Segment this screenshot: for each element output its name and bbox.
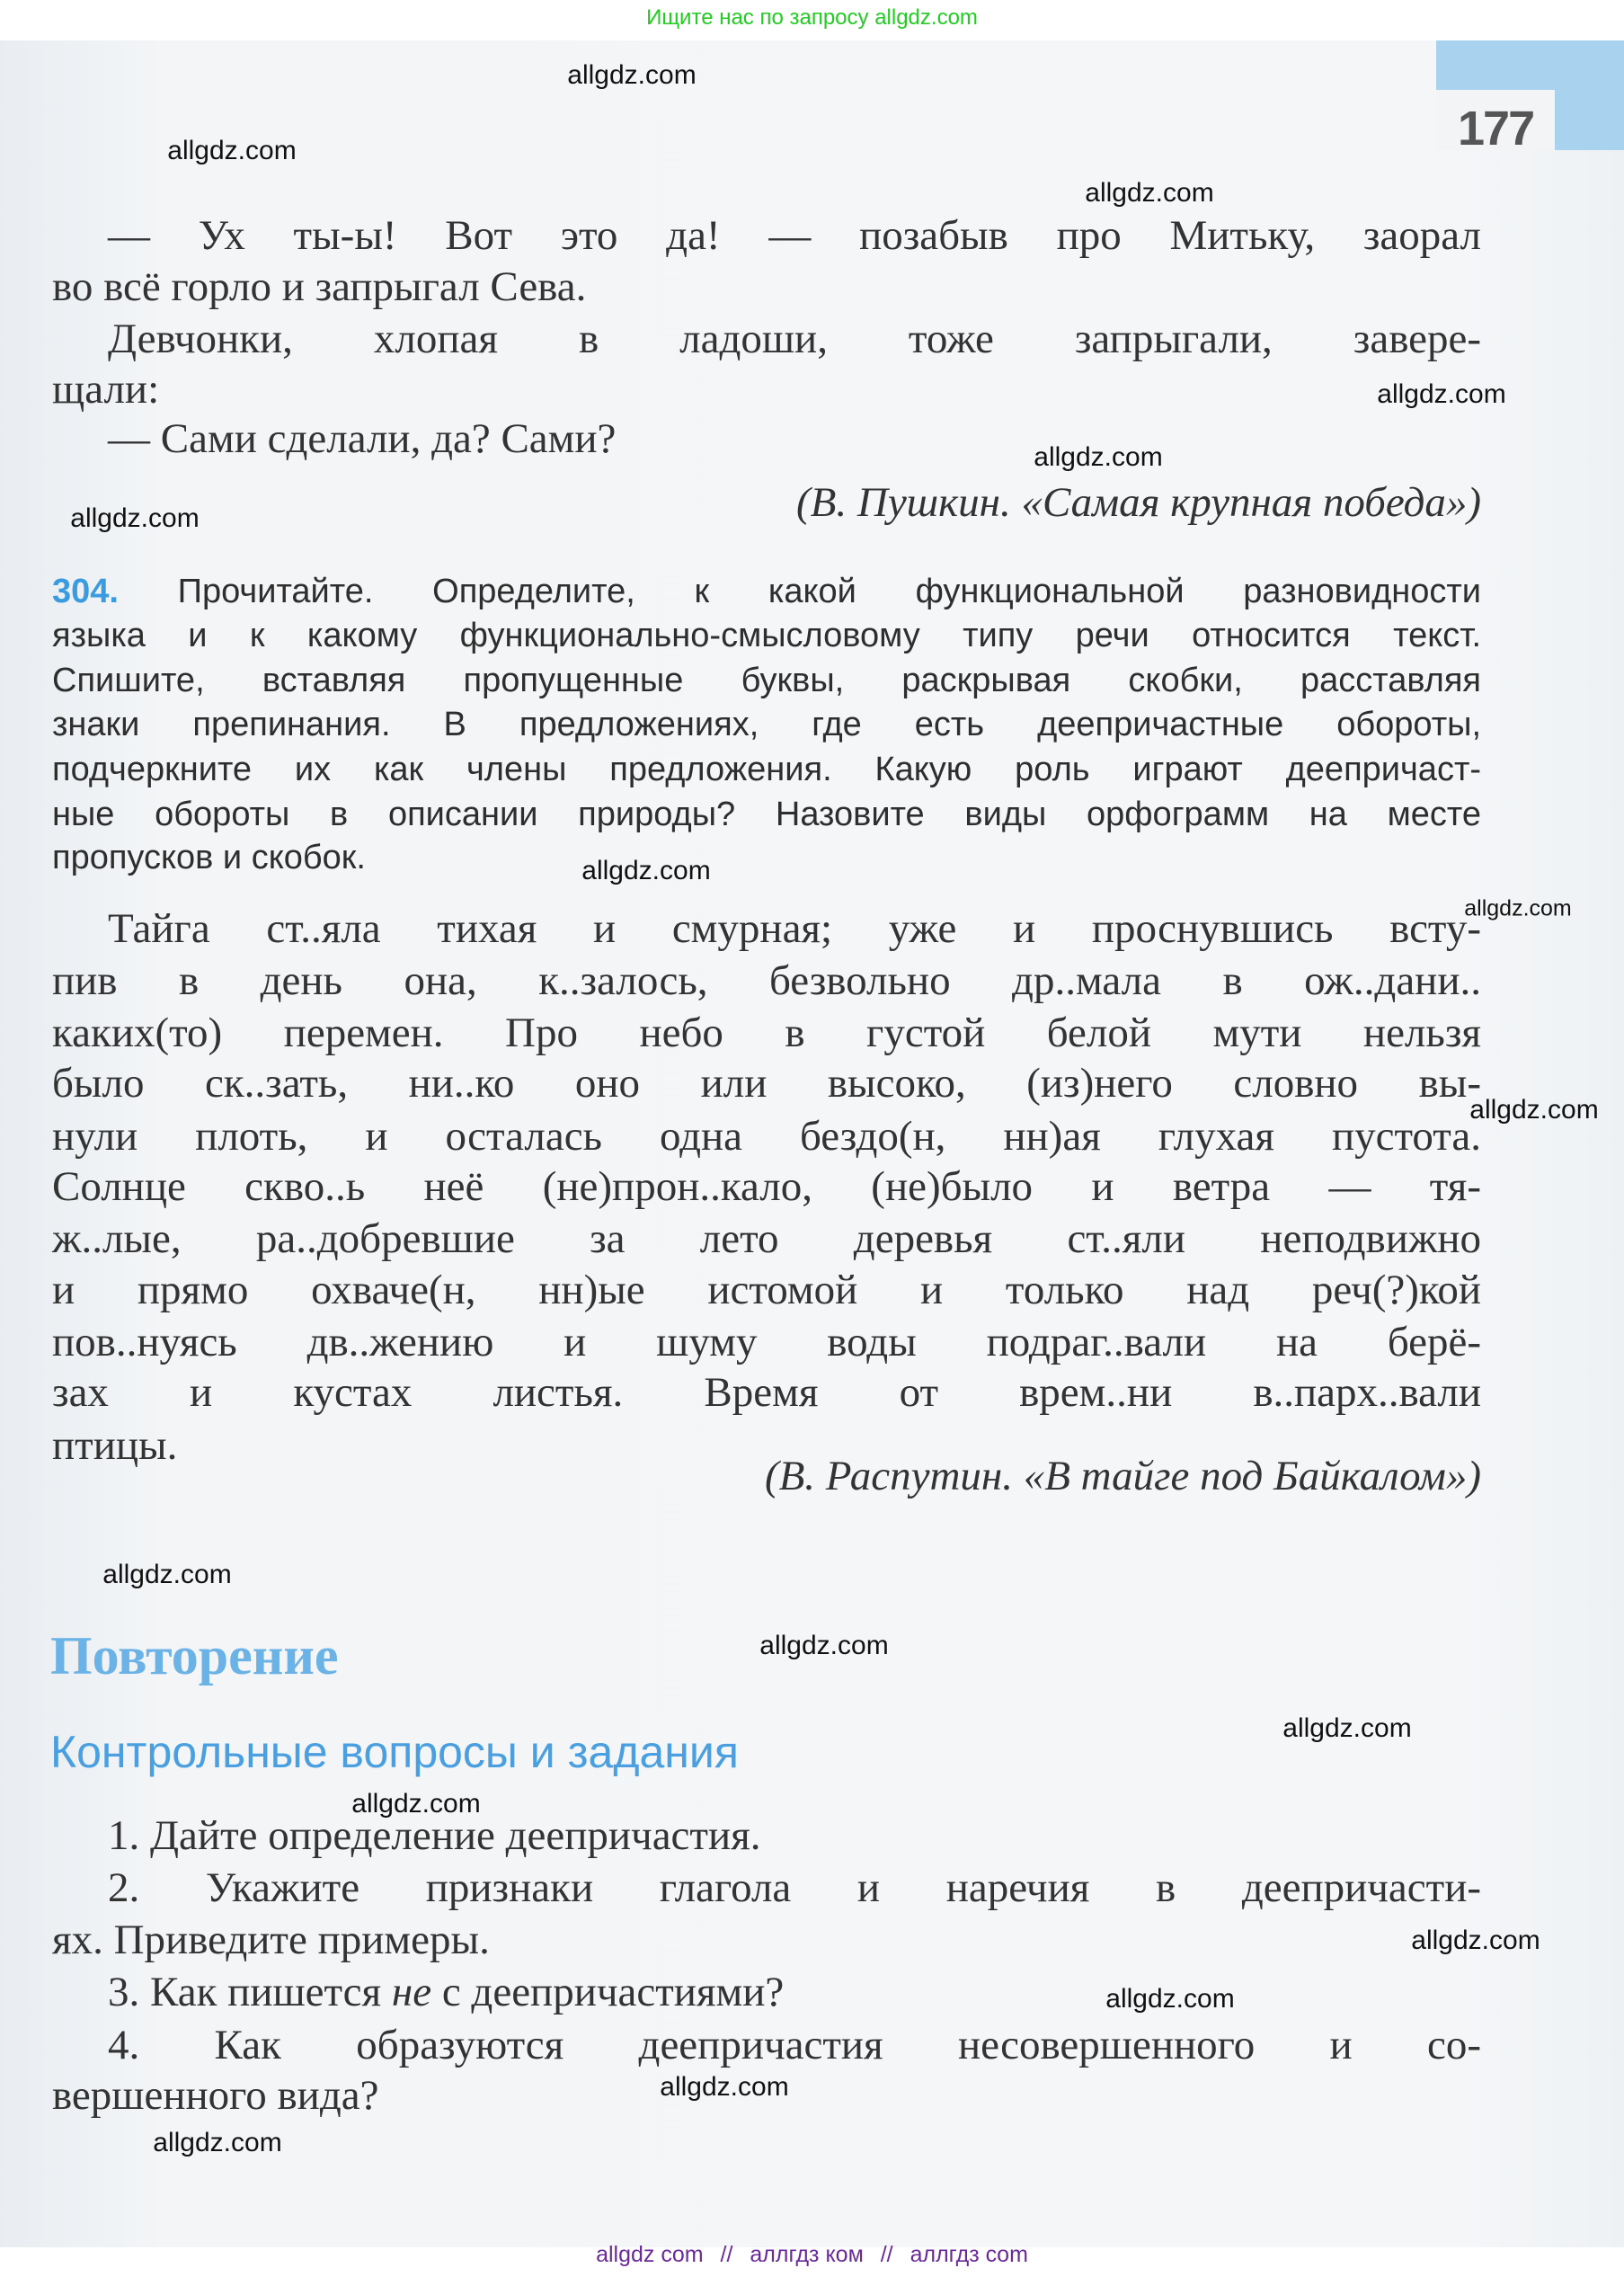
question-text: не xyxy=(391,1969,432,2015)
excerpt-line: птицы. xyxy=(52,1422,178,1469)
excerpt-attribution: (В. Распутин. «В тайге под Байкалом») xyxy=(764,1453,1481,1499)
task-text: ные обороты в описании природы? Назовите виды орфограмм на месте xyxy=(52,796,1481,833)
watermark: allgdz.com xyxy=(102,1560,232,1589)
watermark: allgdz.com xyxy=(1034,442,1163,472)
question-item: ях. Приведите примеры. xyxy=(52,1917,490,1963)
watermark: allgdz.com xyxy=(759,1631,889,1660)
footer-link[interactable]: аллгдз com xyxy=(910,2242,1028,2267)
excerpt-line: Девчонки, хлопая в ладоши, тоже запрыгали, завере- xyxy=(108,316,1481,362)
task-line xyxy=(52,570,1481,614)
watermark: allgdz.com xyxy=(167,136,297,165)
excerpt-line: — Ух ты-ы! Вот это да! — позабыв про Митьку, заорал xyxy=(108,212,1481,259)
watermark: allgdz.com xyxy=(1411,1926,1540,1955)
task-text: языка и к какому функционально-смысловому типу речи относится текст. xyxy=(52,617,1481,654)
question-item: 4. Как образуются деепричастия несовершенного и со- xyxy=(108,2022,1481,2068)
watermark: allgdz.com xyxy=(567,60,697,90)
task-text: знаки препинания. В предложениях, где есть деепричастные обороты, xyxy=(52,706,1481,743)
task-line xyxy=(52,836,1481,880)
excerpt-line: щали: xyxy=(52,366,160,413)
watermark: allgdz.com xyxy=(1469,1095,1599,1125)
footer-link[interactable]: аллгдз ком xyxy=(750,2242,864,2267)
question-item: 2. Укажите признаки глагола и наречия в деепричасти- xyxy=(108,1864,1481,1911)
task-line xyxy=(52,659,1481,703)
excerpt-line: ж..лые, ра..добревшие за лето деревья ст..яли неподвижно xyxy=(52,1215,1481,1262)
footer-separator: // xyxy=(880,2242,893,2267)
section-heading-review: Повторение xyxy=(50,1626,339,1686)
exercise-number: 304. xyxy=(52,573,178,610)
excerpt-line: Тайга ст..яла тихая и смурная; уже и проснувшись всту- xyxy=(108,905,1481,952)
excerpt-line: и прямо охваче(н, нн)ые истомой и только над реч(?)кой xyxy=(52,1267,1481,1313)
watermark: allgdz.com xyxy=(1377,379,1506,409)
excerpt-line: пов..нуясь дв..жению и шуму воды подраг..вали на берё- xyxy=(52,1319,1481,1365)
footer-link[interactable]: allgdz com xyxy=(596,2242,704,2267)
excerpt-line: пив в день она, к..залось, безвольно др..мала в ож..дани.. xyxy=(52,957,1481,1004)
task-line xyxy=(52,614,1481,658)
excerpt-line: Солнце скво..ь неё (не)прон..кало, (не)было и ветра — тя- xyxy=(52,1163,1481,1210)
watermark: allgdz.com xyxy=(1085,178,1214,208)
task-text: Прочитайте. Определите, к какой функциональной разновидности xyxy=(177,573,1481,610)
excerpt-line: было ск..зать, ни..ко оно или высоко, (из)него словно вы- xyxy=(52,1060,1481,1107)
watermark: allgdz.com xyxy=(70,503,200,533)
excerpt-line: — Сами сделали, да? Сами? xyxy=(108,415,617,462)
top-banner[interactable]: Ищите нас по запросу allgdz.com xyxy=(646,5,978,30)
excerpt-line: во всё горло и запрыгал Сева. xyxy=(52,263,587,310)
task-text: Спишите, вставляя пропущенные буквы, раскрывая скобки, расставляя xyxy=(52,662,1481,699)
footer-separator: // xyxy=(720,2242,733,2267)
question-item: вершенного вида? xyxy=(52,2072,379,2119)
question-text: 3. Как пишется xyxy=(108,1969,392,2015)
question-item: 1. Дайте определение деепричастия. xyxy=(108,1812,761,1859)
watermark: allgdz.com xyxy=(1282,1713,1412,1743)
task-line xyxy=(52,793,1481,837)
page-number: 177 xyxy=(1458,102,1534,156)
watermark: allgdz.com xyxy=(1105,1984,1235,2014)
task-text: подчеркните их как члены предложения. Какую роль играют деепричаст- xyxy=(52,751,1481,788)
excerpt-line: каких(то) перемен. Про небо в густой белой мути нельзя xyxy=(52,1010,1481,1056)
task-text: пропусков и скобок. xyxy=(52,839,366,876)
excerpt-line: нули плоть, и осталась одна бездо(н, нн)ая глухая пустота. xyxy=(52,1113,1481,1160)
watermark: allgdz.com xyxy=(581,856,711,885)
watermark: allgdz.com xyxy=(351,1789,481,1819)
excerpt-attribution: (В. Пушкин. «Самая крупная победа») xyxy=(796,479,1481,526)
watermark: allgdz.com xyxy=(660,2072,789,2102)
watermark: allgdz.com xyxy=(1464,895,1572,921)
watermark: allgdz.com xyxy=(153,2128,282,2157)
footer-links xyxy=(0,2242,1624,2268)
task-line xyxy=(52,748,1481,792)
question-item xyxy=(108,1967,1481,2018)
task-line xyxy=(52,703,1481,747)
question-text: с деепричастиями? xyxy=(431,1969,785,2015)
section-subheading-questions: Контрольные вопросы и задания xyxy=(50,1727,739,1777)
excerpt-line: зах и кустах листья. Время от врем..ни в..парх..вали xyxy=(52,1369,1481,1416)
